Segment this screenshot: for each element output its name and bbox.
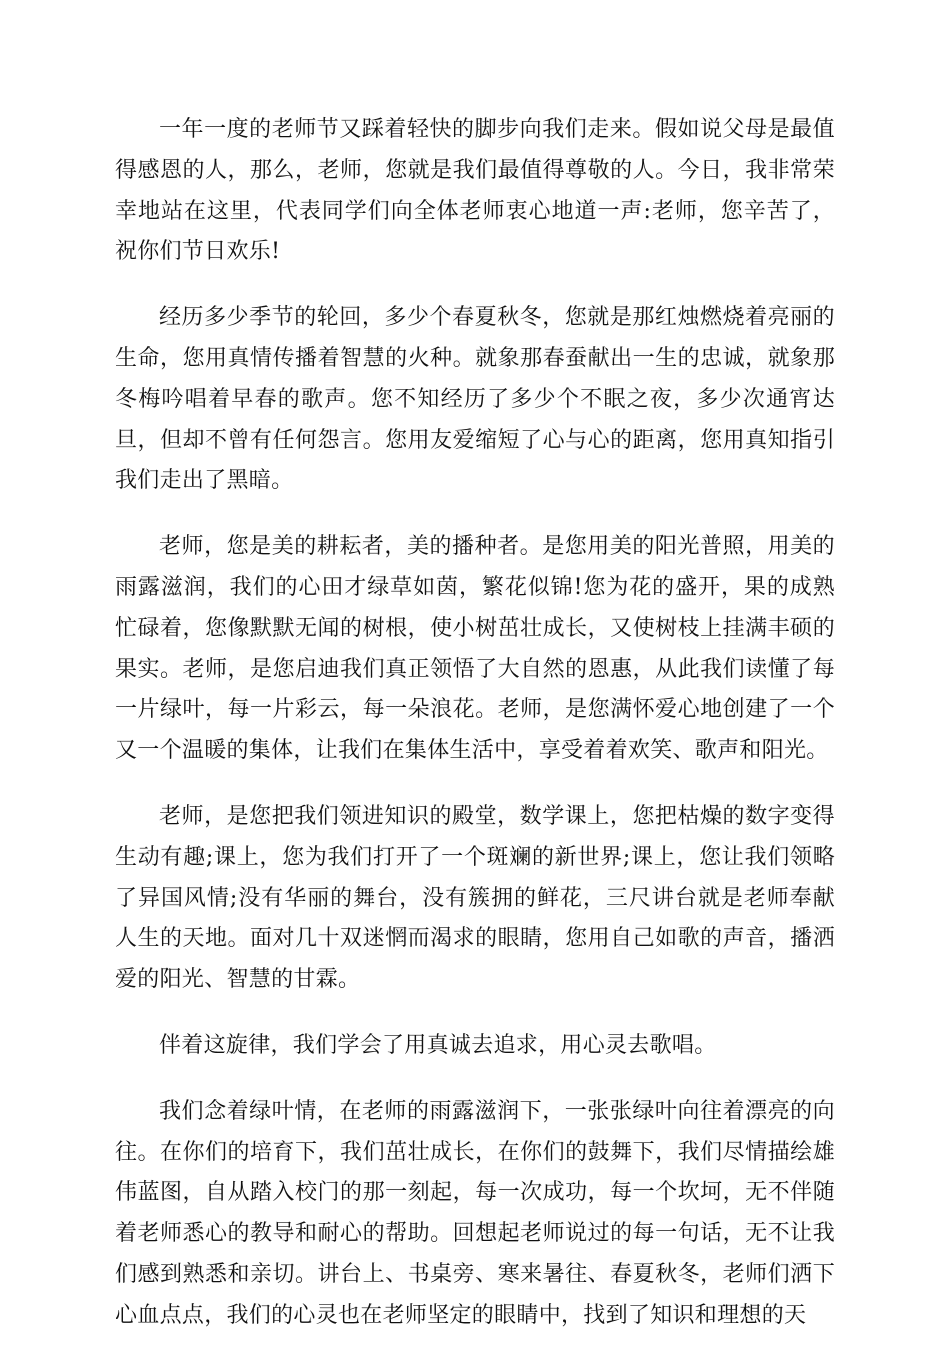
paragraph-6: 我们念着绿叶情，在老师的雨露滋润下，一张张绿叶向往着漂亮的向往。在你们的培育下，我们茁壮成长，在你们的鼓舞下，我们尽情描绘雄伟蓝图，自从踏入校门的那一刻起，每一次成功，每一个坎坷，无不伴随着老师悉心的教导和耐心的帮助。回想起老师说过的每一句话，无不让我们感到熟悉和亲切。讲台上、书桌旁、寒来暑往、春夏秋冬，老师们洒下心血点点，我们的心灵也在老师坚定的眼睛中，找到了知识和理想的天: [115, 1098, 835, 1328]
document-body: [115, 110, 835, 1362]
paragraph-5: 伴着这旋律，我们学会了用真诚去追求，用心灵去歌唱。: [159, 1032, 717, 1058]
paragraph-4: 老师，是您把我们领进知识的殿堂，数学课上，您把枯燥的数字变得生动有趣;课上，您为我们打开了一个斑斓的新世界;课上，您让我们领略了异国风情;没有华丽的舞台，没有簇拥的鲜花，三尺讲台就是老师奉献人生的天地。面对几十双迷惘而渴求的眼睛，您用自己如歌的声音，播洒爱的阳光、智慧的甘霖。: [115, 803, 835, 993]
paragraph-3: 老师，您是美的耕耘者，美的播种者。是您用美的阳光普照，用美的雨露滋润，我们的心田才绿草如茵，繁花似锦!您为花的盛开，果的成熟忙碌着，您像默默无闻的树根，使小树茁壮成长，又使树枝上挂满丰硕的果实。老师，是您启迪我们真正领悟了大自然的恩惠，从此我们读懂了每一片绿叶，每一片彩云，每一朵浪花。老师，是您满怀爱心地创建了一个又一个温暖的集体，让我们在集体生活中，享受着着欢笑、歌声和阳光。: [115, 534, 835, 764]
paragraph-2: 经历多少季节的轮回，多少个春夏秋冬，您就是那红烛燃烧着亮丽的生命，您用真情传播着智慧的火种。就象那春蚕献出一生的忠诚，就象那冬梅吟唱着早春的歌声。您不知经历了多少个不眠之夜，多少次通宵达旦，但却不曾有任何怨言。您用友爱缩短了心与心的距离，您用真知指引我们走出了黑暗。: [115, 305, 835, 494]
paragraph-1: 一年一度的老师节又踩着轻快的脚步向我们走来。假如说父母是最值得感恩的人，那么，老师，您就是我们最值得尊敬的人。今日，我非常荣幸地站在这里，代表同学们向全体老师衷心地道一声:老师，您辛苦了，祝你们节日欢乐!: [115, 117, 835, 265]
